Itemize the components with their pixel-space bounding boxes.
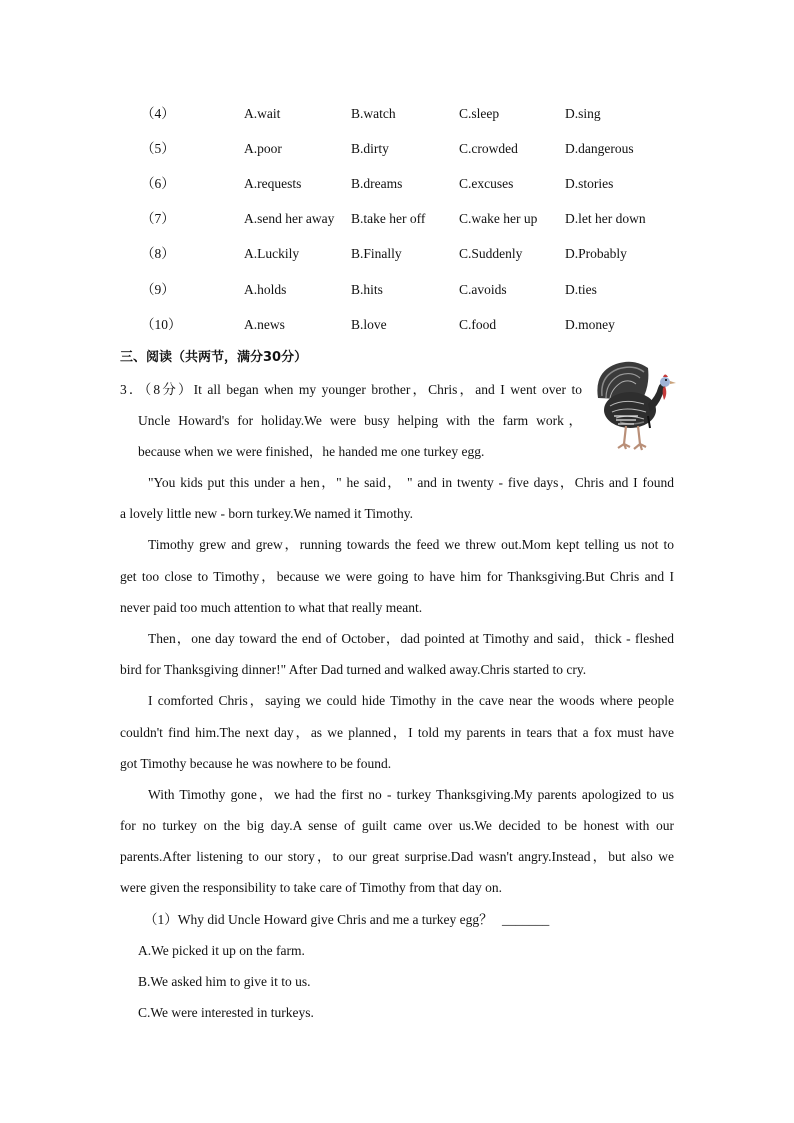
- passage-line: Timothy grew and grew，running towards the feed we threw out.Mom kept telling us not to: [148, 537, 674, 552]
- choice-a: A.We picked it up on the farm.: [138, 943, 305, 958]
- option-a: A.wait: [244, 106, 281, 121]
- passage-line: were given the responsibility to take care of Timothy from that day on.: [120, 880, 503, 895]
- question-number: （7）: [141, 211, 175, 226]
- option-c: C.wake her up: [459, 211, 538, 226]
- option-d: D.stories: [565, 176, 614, 191]
- question-number: （9）: [141, 282, 175, 297]
- passage-line: got Timothy because he was nowhere to be found.: [120, 756, 392, 771]
- option-b: B.take her off: [351, 211, 426, 226]
- question-number: （8）: [141, 246, 175, 261]
- passage-line: I comforted Chris，saying we could hide Timothy in the cave near the woods where people: [148, 693, 674, 708]
- option-a: A.Luckily: [244, 246, 300, 261]
- option-row: [0, 174, 794, 194]
- passage-line: couldn't find him.The next day，as we planned，I told my parents in tears that a fox must have: [120, 725, 674, 740]
- option-b: B.watch: [351, 106, 396, 121]
- option-c: C.food: [459, 317, 497, 332]
- option-d: D.ties: [565, 282, 597, 297]
- option-row: [0, 280, 794, 300]
- passage-line: "You kids put this under a hen，" he said， " and in twenty - five days，Chris and I found: [148, 475, 674, 490]
- option-c: C.avoids: [459, 282, 507, 297]
- option-row: [0, 209, 794, 229]
- passage-line: for no turkey on the big day.A sense of guilt came over us.We decided to be honest with our: [120, 818, 674, 833]
- intro-line: because when we were finished，he handed me one turkey egg.: [138, 444, 485, 459]
- option-row: [0, 104, 794, 124]
- option-d: D.Probably: [565, 246, 627, 261]
- option-a: A.poor: [244, 141, 282, 156]
- option-row: [0, 139, 794, 159]
- question-number: （5）: [141, 141, 175, 156]
- turkey-image: [590, 358, 686, 458]
- option-b: B.hits: [351, 282, 383, 297]
- option-a: A.requests: [244, 176, 302, 191]
- answer-blank: _______: [502, 912, 550, 927]
- question-stem-line: [144, 910, 549, 930]
- section-title: 三、阅读（共两节，满分30分）: [120, 350, 308, 365]
- option-d: D.sing: [565, 106, 601, 121]
- option-row: [0, 244, 794, 264]
- option-c: C.crowded: [459, 141, 518, 156]
- question-number: （10）: [141, 317, 182, 332]
- option-c: C.sleep: [459, 106, 500, 121]
- option-row: [0, 315, 794, 335]
- passage-line: parents.After listening to our story，to our great surprise.Dad wasn't angry.Instead，but also we: [120, 849, 674, 864]
- question-number: （6）: [141, 176, 175, 191]
- passage-line: Then，one day toward the end of October，dad pointed at Timothy and said，thick - fleshed: [148, 631, 674, 646]
- option-d: D.dangerous: [565, 141, 634, 156]
- option-d: D.money: [565, 317, 615, 332]
- passage-line: With Timothy gone，we had the first no - turkey Thanksgiving.My parents apologized to us: [148, 787, 674, 802]
- question-stem: （1）Why did Uncle Howard give Chris and me a turkey egg？: [144, 912, 493, 927]
- option-b: B.Finally: [351, 246, 402, 261]
- option-b: B.dirty: [351, 141, 389, 156]
- question-number: （4）: [141, 106, 175, 121]
- choice-c: C.We were interested in turkeys.: [138, 1005, 314, 1020]
- option-b: B.dreams: [351, 176, 403, 191]
- choice-b: B.We asked him to give it to us.: [138, 974, 311, 989]
- option-a: A.send her away: [244, 211, 335, 226]
- option-c: C.excuses: [459, 176, 514, 191]
- option-a: A.news: [244, 317, 285, 332]
- intro-line: 3．（8分）It all began when my younger brother，Chris，and I went over to: [120, 382, 582, 397]
- option-a: A.holds: [244, 282, 287, 297]
- passage-line: a lovely little new - born turkey.We named it Timothy.: [120, 506, 413, 521]
- option-d: D.let her down: [565, 211, 646, 226]
- passage-line: bird for Thanksgiving dinner!" After Dad turned and walked away.Chris started to cry.: [120, 662, 587, 677]
- intro-line: Uncle Howard's for holiday.We were busy helping with the farm work，: [138, 413, 582, 428]
- option-b: B.love: [351, 317, 387, 332]
- option-c: C.Suddenly: [459, 246, 523, 261]
- passage-line: get too close to Timothy，because we were going to have him for Thanksgiving.But Chris and I: [120, 569, 674, 584]
- passage-line: never paid too much attention to what that really meant.: [120, 600, 423, 615]
